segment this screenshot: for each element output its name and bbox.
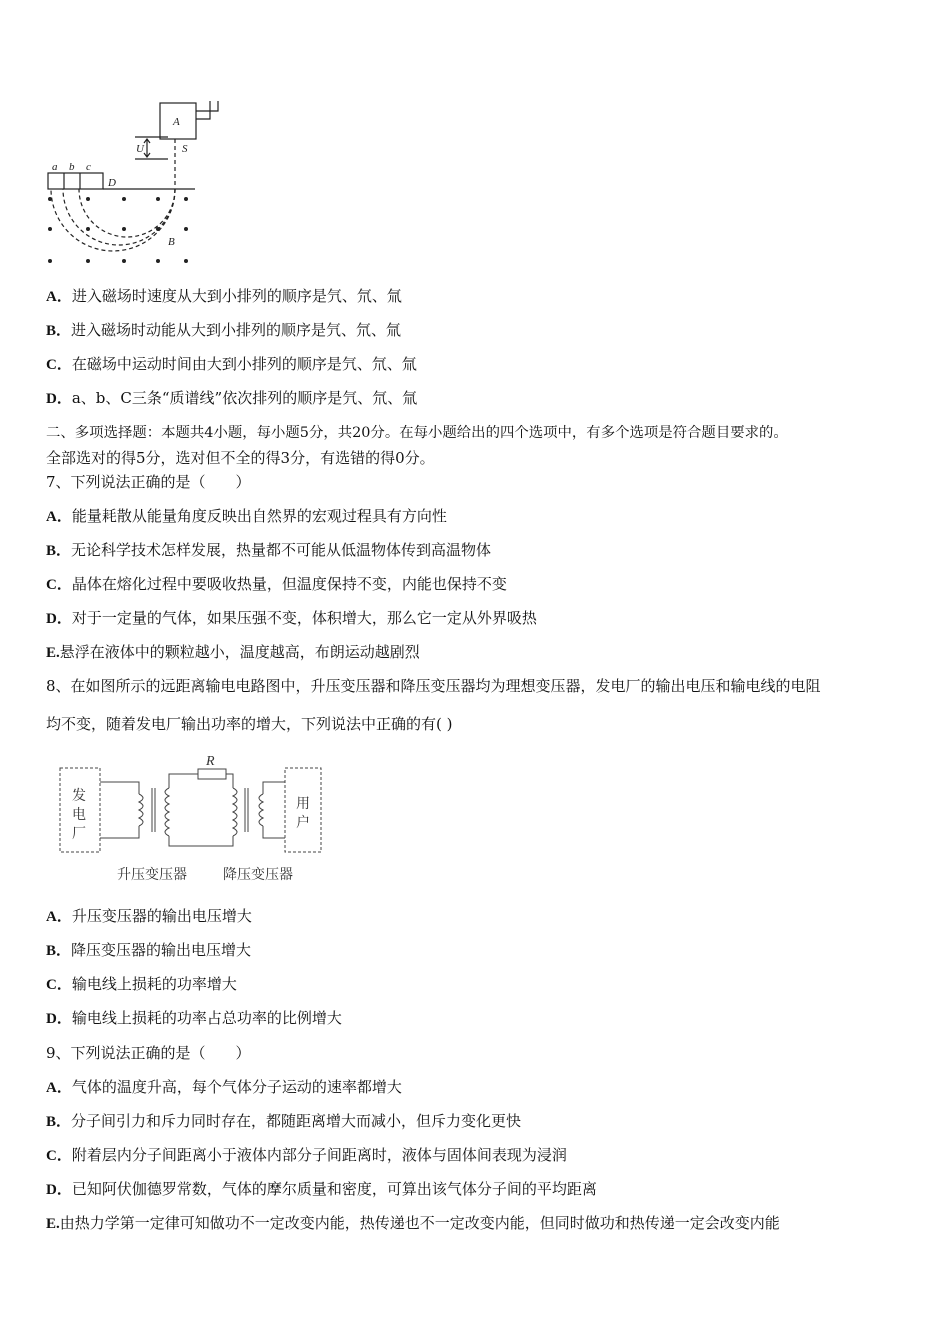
step-down-primary-coil: [233, 788, 237, 836]
q8-stem-line-2: 均不变，随着发电厂输出功率的增大，下列说法中正确的有( ): [46, 715, 453, 733]
step-up-secondary-coil: [165, 788, 169, 836]
q7-stem: 7、下列说法正确的是（ ）: [46, 473, 251, 491]
q7-option-e: E.悬浮在液体中的颗粒越小，温度越高，布朗运动越剧烈: [46, 643, 420, 661]
magnetic-field-dots: [48, 197, 188, 263]
q6-option-b: B．进入磁场时动能从大到小排列的顺序是氕、氘、氚: [46, 321, 402, 339]
user-char-1: 用: [296, 797, 310, 812]
label-d: D: [108, 177, 116, 189]
q9-option-a: A．气体的温度升高，每个气体分子运动的速率都增大: [46, 1078, 402, 1096]
label-a: A: [173, 116, 180, 128]
q7-option-d: D．对于一定量的气体，如果压强不变，体积增大，那么它一定从外界吸热: [46, 609, 537, 627]
mass-spectrometer-figure: [40, 95, 220, 275]
q6-option-a: A．进入磁场时速度从大到小排列的顺序是氕、氘、氚: [46, 287, 402, 305]
q9-option-e: E.由热力学第一定律可知做功不一定改变内能，热传递也不一定改变内能，但同时做功和热传递一定会改变内能: [46, 1214, 780, 1232]
resistor-r: [198, 769, 226, 779]
step-up-label: 升压变压器: [117, 868, 187, 883]
plant-char-2: 电: [72, 808, 86, 823]
q7-option-a: A．能量耗散从能量角度反映出自然界的宏观过程具有方向性: [46, 507, 447, 525]
detector-plate-d: [48, 173, 103, 189]
plant-char-3: 厂: [72, 827, 86, 842]
q7-option-c: C．晶体在熔化过程中要吸收热量，但温度保持不变，内能也保持不变: [46, 575, 507, 593]
q9-option-d: D．已知阿伏伽德罗常数，气体的摩尔质量和密度，可算出该气体分子间的平均距离: [46, 1180, 597, 1198]
user-char-2: 户: [296, 816, 310, 831]
step-up-primary-coil: [139, 794, 143, 826]
q9-option-b: B．分子间引力和斥力同时存在，都随距离增大而减小，但斥力变化更快: [46, 1112, 522, 1130]
q8-option-c: C．输电线上损耗的功率增大: [46, 975, 237, 993]
label-line-b: b: [69, 161, 75, 173]
label-b: B: [168, 236, 175, 248]
q6-option-c: C．在磁场中运动时间由大到小排列的顺序是氕、氘、氚: [46, 355, 417, 373]
q8-option-b: B．降压变压器的输出电压增大: [46, 941, 252, 959]
q8-option-a: A．升压变压器的输出电压增大: [46, 907, 252, 925]
plant-char-1: 发: [72, 789, 86, 804]
section-heading-line-2: 全部选对的得5分，选对但不全的得3分，有选错的得0分。: [46, 449, 435, 467]
label-u: U: [136, 143, 144, 155]
q6-option-d: D．a、b、C三条“质谱线”依次排列的顺序是氕、氘、氚: [46, 389, 418, 407]
label-line-c: c: [86, 161, 91, 173]
label-line-a: a: [52, 161, 58, 173]
step-down-label: 降压变压器: [223, 868, 293, 883]
q8-stem-line-1: 8、在如图所示的远距离输电电路图中，升压变压器和降压变压器均为理想变压器，发电厂的输出电压和输电线的电阻: [46, 677, 821, 695]
q8-option-d: D．输电线上损耗的功率占总功率的比例增大: [46, 1009, 342, 1027]
transmission-circuit-figure: [55, 750, 335, 885]
label-s: S: [182, 143, 188, 155]
step-down-secondary-coil: [259, 794, 263, 826]
q9-option-c: C．附着层内分子间距离小于液体内部分子间距离时，液体与固体间表现为浸润: [46, 1146, 567, 1164]
q9-stem: 9、下列说法正确的是（ ）: [46, 1044, 251, 1062]
label-r: R: [206, 754, 215, 769]
q7-option-b: B．无论科学技术怎样发展，热量都不可能从低温物体传到高温物体: [46, 541, 492, 559]
section-heading-line-1: 二、多项选择题：本题共4小题，每小题5分，共20分。在每小题给出的四个选项中，有多个选项是符合题目要求的。: [46, 425, 788, 441]
